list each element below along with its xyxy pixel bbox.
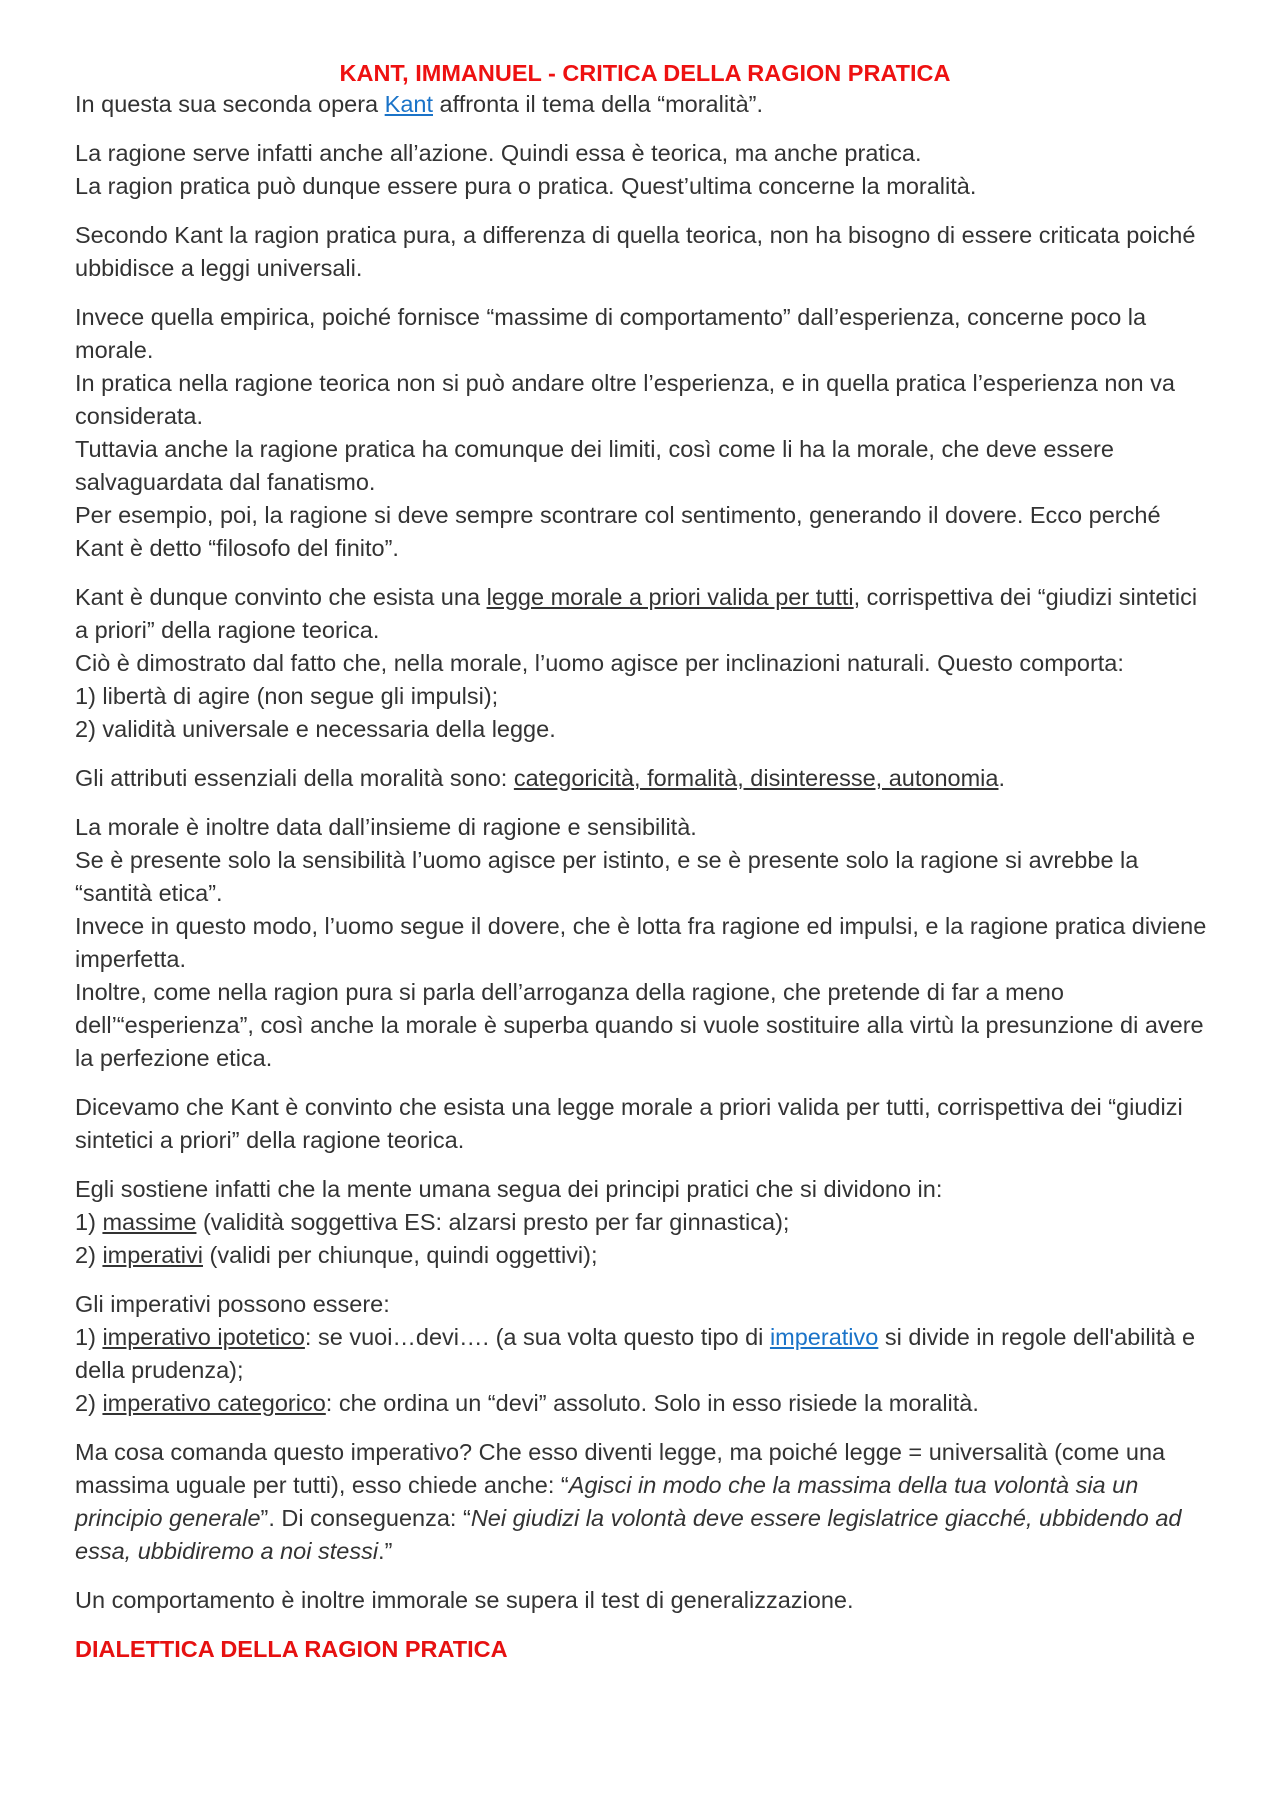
- text-line: Gli imperativi possono essere:: [75, 1291, 390, 1317]
- text: (validità soggettiva ES: alzarsi presto per far ginnastica);: [196, 1209, 790, 1235]
- document-title: KANT, IMMANUEL - CRITICA DELLA RAGION PRATICA: [339, 60, 951, 86]
- kant-link[interactable]: Kant: [384, 91, 433, 117]
- paragraph-intro: [75, 88, 1215, 121]
- underlined-text: categoricità, formalità, disinteresse, autonomia: [513, 765, 999, 791]
- underlined-text: imperativo categorico: [102, 1390, 326, 1416]
- text: 1): [75, 1324, 103, 1350]
- paragraph-comanda: [75, 1436, 1215, 1568]
- text: (validi per chiunque, quindi oggettivi);: [203, 1242, 598, 1268]
- text: In questa sua seconda opera: [75, 91, 385, 117]
- text: : se vuoi…devi…. (a sua volta questo tipo di: [304, 1324, 770, 1350]
- text-line: Per esempio, poi, la ragione si deve sempre scontrare col sentimento, generando il dovere. Ecco perché Kant è detto “filosofo del finito”.: [75, 502, 1161, 561]
- section-heading: DIALETTICA DELLA RAGION PRATICA: [75, 1636, 508, 1662]
- underlined-text: massime: [102, 1209, 197, 1235]
- text: : che ordina un “devi” assoluto. Solo in esso risiede la moralità.: [325, 1390, 979, 1416]
- text: 2): [75, 1390, 103, 1416]
- text: Gli attributi essenziali della moralità sono:: [75, 765, 514, 791]
- list-item: [75, 1387, 1215, 1420]
- text-line: La ragione serve infatti anche all’azione. Quindi essa è teorica, ma anche pratica.: [75, 140, 922, 166]
- list-item: [75, 1239, 1215, 1272]
- paragraph-principi-pratici: [75, 1173, 1215, 1272]
- imperativo-link[interactable]: imperativo: [769, 1324, 879, 1350]
- paragraph-test: Un comportamento è inoltre immorale se supera il test di generalizzazione.: [75, 1587, 854, 1613]
- text: Kant è dunque convinto che esista una: [75, 584, 487, 610]
- text-line: Invece in questo modo, l’uomo segue il dovere, che è lotta fra ragione ed impulsi, e la ragione pratica diviene imperfetta.: [75, 913, 1207, 972]
- text: si divide in regole dell'abilità e della prudenza);: [75, 1324, 1196, 1383]
- text-line: Inoltre, come nella ragion pura si parla dell’arroganza della ragione, che pretende di far a meno dell’“esperienza”, così anche la morale è superba quando si vuole sostituire alla virtù la presunzione di avere la perfezione etica.: [75, 979, 1204, 1071]
- paragraph-ragione-pratica: [75, 137, 1215, 203]
- text: , corrispettiva dei “giudizi sintetici a priori” della ragione teorica.: [75, 584, 1198, 643]
- quote-text: Agisci in modo che la massima della tua volontà sia un principio generale: [75, 1472, 1139, 1531]
- paragraph-morale-sensibilita: [75, 811, 1215, 1075]
- text: 2): [75, 1242, 103, 1268]
- paragraph-ragion-pura: Secondo Kant la ragion pratica pura, a differenza di quella teorica, non ha bisogno di essere criticata poiché ubbidisce a leggi universali.: [75, 222, 1196, 281]
- list-item: [75, 1321, 1215, 1387]
- list-item: [75, 1206, 1215, 1239]
- paragraph-dicevamo: Dicevamo che Kant è convinto che esista una legge morale a priori valida per tutti, corrispettiva dei “giudizi sintetici a priori” della ragione teorica.: [75, 1094, 1183, 1153]
- text: Ma cosa comanda questo imperativo? Che esso diventi legge, ma poiché legge = universalità (come una massima uguale per tutti), esso chiede anche: “: [75, 1439, 1166, 1498]
- text: affronta il tema della “moralità”.: [433, 91, 764, 117]
- document-page: [75, 58, 1215, 1666]
- paragraph-empirica: [75, 301, 1215, 565]
- paragraph-legge-morale: [75, 581, 1215, 746]
- list-item: 2) validità universale e necessaria della legge.: [75, 716, 556, 742]
- text-line: Ciò è dimostrato dal fatto che, nella morale, l’uomo agisce per inclinazioni naturali. Questo comporta:: [75, 650, 1124, 676]
- text: ”. Di conseguenza: “: [260, 1505, 471, 1531]
- text: 1): [75, 1209, 103, 1235]
- text-line: [75, 581, 1215, 647]
- text-line: Egli sostiene infatti che la mente umana segua dei principi pratici che si dividono in:: [75, 1176, 943, 1202]
- paragraph-attributi: [75, 762, 1215, 795]
- text-line: La ragion pratica può dunque essere pura o pratica. Quest’ultima concerne la moralità.: [75, 173, 977, 199]
- text-line: In pratica nella ragione teorica non si può andare oltre l’esperienza, e in quella pratica l’esperienza non va considerata.: [75, 370, 1175, 429]
- underlined-text: legge morale a priori valida per tutti: [486, 584, 854, 610]
- text-line: La morale è inoltre data dall’insieme di ragione e sensibilità.: [75, 814, 697, 840]
- text-line: Se è presente solo la sensibilità l’uomo agisce per istinto, e se è presente solo la ragione si avrebbe la “santità etica”.: [75, 847, 1139, 906]
- text-line: Tuttavia anche la ragione pratica ha comunque dei limiti, così come li ha la morale, che deve essere salvaguardata dal fanatismo.: [75, 436, 1114, 495]
- text: .”: [378, 1538, 393, 1564]
- paragraph-imperativi: [75, 1288, 1215, 1420]
- underlined-text: imperativo ipotetico: [102, 1324, 305, 1350]
- text-line: Invece quella empirica, poiché fornisce “massime di comportamento” dall’esperienza, concerne poco la morale.: [75, 304, 1147, 363]
- text: .: [998, 765, 1006, 791]
- underlined-text: imperativi: [102, 1242, 203, 1268]
- list-item: 1) libertà di agire (non segue gli impulsi);: [75, 683, 499, 709]
- quote-text: Nei giudizi la volontà deve essere legislatrice giacché, ubbidendo ad essa, ubbidiremo a noi stessi: [75, 1505, 1182, 1564]
